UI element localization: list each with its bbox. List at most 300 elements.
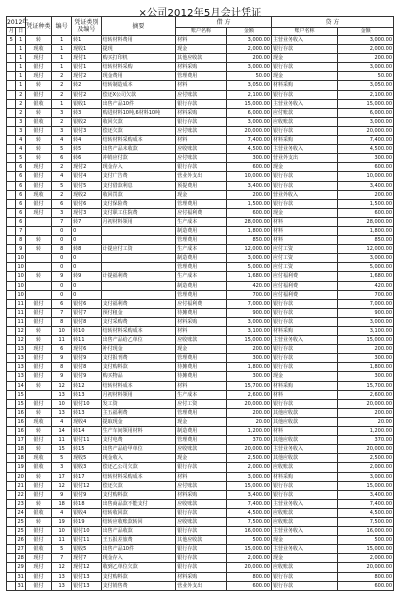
debit-account-cell: 材料采购 bbox=[176, 317, 226, 326]
voucher-category-cell: 银收2 bbox=[72, 117, 101, 126]
table-row bbox=[7, 226, 394, 235]
debit-amount-cell: 3,100.00 bbox=[226, 327, 271, 336]
credit-account-cell: 银行存款 bbox=[271, 399, 337, 408]
voucher-number-cell: 8 bbox=[52, 317, 72, 326]
day-cell: 1 bbox=[16, 54, 25, 63]
debit-amount-cell: 2,600.00 bbox=[226, 390, 271, 399]
summary-cell: 月初材料领用 bbox=[101, 217, 176, 226]
voucher-number-cell: 1 bbox=[52, 63, 72, 72]
debit-account-cell: 预提费用 bbox=[176, 181, 226, 190]
debit-amount-cell: 3,000.00 bbox=[226, 254, 271, 263]
credit-account-cell: 应付福利费 bbox=[271, 281, 337, 290]
debit-amount-cell: 3,400.00 bbox=[226, 181, 271, 190]
debit-amount-cell: 1,500.00 bbox=[226, 199, 271, 208]
credit-account-cell: 银行存款 bbox=[271, 481, 337, 490]
summary-cell: 生产车间领用材料 bbox=[101, 427, 176, 436]
credit-account-cell: 其他应收款 bbox=[271, 454, 337, 463]
voucher-number-cell: 15 bbox=[52, 445, 72, 454]
voucher-number-cell: 5 bbox=[52, 454, 72, 463]
day-cell: 10 bbox=[17, 264, 24, 271]
voucher-number-cell: 0 bbox=[52, 236, 72, 245]
debit-account-cell: 现金 bbox=[176, 45, 226, 54]
voucher-number-cell: 7 bbox=[52, 217, 72, 226]
credit-amount-cell: 6,000.00 bbox=[338, 108, 394, 117]
debit-account-cell: 待摊费用 bbox=[176, 308, 226, 317]
voucher-type-cell bbox=[25, 226, 51, 235]
table-row bbox=[7, 554, 394, 563]
credit-account-cell: 银行存款 bbox=[271, 581, 337, 590]
voucher-category-cell: 银付9 bbox=[72, 372, 101, 381]
voucher-category-cell: 转13 bbox=[72, 408, 101, 417]
table-row bbox=[7, 508, 394, 517]
month-cell: 5 bbox=[7, 36, 16, 45]
credit-account-cell: 银行存款 bbox=[271, 63, 337, 72]
credit-amount-cell: 7,500.00 bbox=[338, 517, 394, 526]
credit-account-cell: 现金 bbox=[271, 372, 337, 381]
credit-account-cell: 材料采购 bbox=[271, 327, 337, 336]
month-cell bbox=[7, 263, 16, 272]
day-cell: 10 bbox=[17, 282, 24, 289]
table-row bbox=[7, 417, 394, 426]
credit-amount-cell: 28,000.00 bbox=[338, 217, 394, 226]
credit-account-cell: 其他应收款 bbox=[271, 436, 337, 445]
debit-account-cell: 制造费用 bbox=[176, 427, 226, 436]
debit-amount-cell: 20,000.00 bbox=[226, 126, 271, 135]
voucher-category-cell: 0 bbox=[72, 254, 101, 263]
debit-amount-cell: 850.00 bbox=[226, 236, 271, 245]
voucher-type-cell: 银付 bbox=[25, 436, 51, 445]
voucher-number-cell: 8 bbox=[52, 363, 72, 372]
summary-cell: 现金费用 bbox=[101, 72, 176, 81]
table-row bbox=[7, 527, 394, 536]
debit-account-cell: 材料 bbox=[176, 327, 226, 336]
voucher-number-cell: 2 bbox=[52, 81, 72, 90]
credit-amount-cell: 1,200.00 bbox=[338, 427, 394, 436]
day-cell: 25 bbox=[17, 528, 24, 535]
debit-account-cell: 其他应收款 bbox=[176, 54, 226, 63]
month-cell bbox=[7, 417, 16, 426]
summary-cell: 主五福利费 bbox=[101, 408, 176, 417]
debit-amount-cell: 3,000.00 bbox=[226, 63, 271, 72]
summary-cell: 支付销售费 bbox=[101, 581, 176, 590]
debit-amount-cell: 15,000.00 bbox=[226, 336, 271, 345]
day-cell: 8 bbox=[16, 236, 25, 245]
voucher-type-cell: 现付 bbox=[25, 72, 51, 81]
credit-amount-cell: 2,000.00 bbox=[338, 463, 394, 472]
debit-amount-cell: 20,000.00 bbox=[226, 563, 271, 572]
debit-amount-cell: 2,100.00 bbox=[226, 90, 271, 99]
voucher-category-cell: 银收5 bbox=[72, 545, 101, 554]
day-cell: 22 bbox=[17, 491, 24, 498]
day-cell: 13 bbox=[17, 364, 24, 371]
debit-account-cell: 现金 bbox=[176, 345, 226, 354]
day-cell: 9 bbox=[16, 245, 25, 254]
credit-amount-cell: 20,000.00 bbox=[338, 563, 394, 572]
voucher-type-cell: 转 bbox=[25, 154, 51, 163]
day-cell: 21 bbox=[17, 482, 24, 489]
table-row bbox=[7, 63, 394, 72]
day-cell: 13 bbox=[17, 355, 24, 362]
month-cell bbox=[7, 236, 16, 245]
day-cell: 19 bbox=[17, 464, 24, 471]
credit-account-cell: 主营业务收入 bbox=[271, 445, 337, 454]
credit-amount-cell: 15,700.00 bbox=[338, 381, 394, 390]
debit-account-cell: 材料 bbox=[176, 36, 226, 45]
summary-cell: 偿还欠款 bbox=[101, 126, 176, 135]
day-cell: 11 bbox=[17, 309, 24, 316]
voucher-type-cell: 银付 bbox=[25, 317, 51, 326]
debit-amount-cell: 420.00 bbox=[226, 281, 271, 290]
month-cell bbox=[7, 190, 16, 199]
month-cell bbox=[7, 245, 16, 254]
voucher-category-cell: 现付1 bbox=[72, 54, 101, 63]
voucher-type-cell: 银收 bbox=[25, 99, 51, 108]
debit-amount-cell: 28,000.00 bbox=[226, 217, 271, 226]
voucher-category-cell: 银付10 bbox=[72, 399, 101, 408]
debit-account-cell: 制造费用 bbox=[176, 226, 226, 235]
voucher-type-cell: 转 bbox=[25, 517, 51, 526]
credit-amount-cell: 15,000.00 bbox=[338, 99, 394, 108]
credit-amount-cell: 3,000.00 bbox=[338, 472, 394, 481]
debit-account-cell: 现金 bbox=[176, 190, 226, 199]
voucher-type-cell: 现付 bbox=[25, 563, 51, 572]
voucher-type-cell: 银收 bbox=[25, 508, 51, 517]
debit-account-cell: 银行存款 bbox=[176, 463, 226, 472]
month-cell bbox=[7, 408, 16, 417]
debit-amount-cell: 20.00 bbox=[226, 417, 271, 426]
day-cell: 25 bbox=[17, 518, 24, 525]
month-cell bbox=[7, 290, 16, 299]
month-cell bbox=[7, 490, 16, 499]
voucher-number-cell: 3 bbox=[52, 208, 72, 217]
voucher-number-cell: 2 bbox=[52, 117, 72, 126]
table-row bbox=[7, 254, 394, 263]
voucher-type-cell: 银付 bbox=[25, 181, 51, 190]
credit-account-cell: 材料 bbox=[271, 217, 337, 226]
credit-amount-cell: 15,000.00 bbox=[338, 481, 394, 490]
header-credit-account: 账户名称 bbox=[271, 28, 337, 36]
debit-amount-cell: 4,500.00 bbox=[226, 145, 271, 154]
month-cell bbox=[7, 581, 16, 590]
credit-account-cell: 主营业务收入 bbox=[271, 36, 337, 45]
credit-account-cell: 材料 bbox=[271, 427, 337, 436]
voucher-type-cell: 银付 bbox=[25, 372, 51, 381]
table-row bbox=[7, 408, 394, 417]
credit-amount-cell: 7,400.00 bbox=[338, 136, 394, 145]
summary-cell: 偿还乙公司欠款 bbox=[101, 463, 176, 472]
table-row bbox=[7, 99, 394, 108]
summary-cell bbox=[101, 263, 176, 272]
credit-amount-cell: 370.00 bbox=[338, 436, 394, 445]
voucher-category-cell: 银收4 bbox=[72, 508, 101, 517]
voucher-type-cell: 银付 bbox=[25, 299, 51, 308]
credit-account-cell: 银行存款 bbox=[271, 317, 337, 326]
day-cell: 4 bbox=[16, 136, 25, 145]
table-row bbox=[7, 181, 394, 190]
month-cell bbox=[7, 499, 16, 508]
voucher-number-cell: 17 bbox=[52, 472, 72, 481]
voucher-type-cell: 转 bbox=[25, 427, 51, 436]
table-row bbox=[7, 81, 394, 90]
table-row bbox=[7, 327, 394, 336]
debit-amount-cell: 20,000.00 bbox=[226, 399, 271, 408]
credit-account-cell: 应收账款 bbox=[271, 463, 337, 472]
voucher-number-cell: 2 bbox=[52, 72, 72, 81]
debit-account-cell: 应付福利费 bbox=[176, 299, 226, 308]
table-row bbox=[7, 436, 394, 445]
header-day: 日 bbox=[16, 28, 25, 36]
debit-amount-cell: 1,200.00 bbox=[226, 427, 271, 436]
debit-amount-cell: 6,000.00 bbox=[226, 108, 271, 117]
credit-amount-cell: 12,000.00 bbox=[338, 245, 394, 254]
header-month: 月 bbox=[7, 28, 16, 36]
month-cell bbox=[7, 317, 16, 326]
voucher-category-cell: 转6 bbox=[72, 154, 101, 163]
voucher-number-cell: 6 bbox=[52, 345, 72, 354]
table-row bbox=[7, 308, 394, 317]
voucher-type-cell: 银付 bbox=[25, 354, 51, 363]
credit-account-cell: 银行存款 bbox=[271, 354, 337, 363]
voucher-type-cell: 银付 bbox=[25, 90, 51, 99]
debit-account-cell: 应收账款 bbox=[176, 499, 226, 508]
voucher-category-cell: 转11 bbox=[72, 336, 101, 345]
voucher-type-cell: 转 bbox=[25, 336, 51, 345]
voucher-category-cell: 转7 bbox=[72, 217, 101, 226]
credit-account-cell: 主营业务收入 bbox=[271, 336, 337, 345]
day-cell: 20 bbox=[17, 473, 24, 480]
day-cell: 6 bbox=[16, 181, 25, 190]
summary-cell: 王五报差旅费 bbox=[101, 536, 176, 545]
voucher-category-cell: 转19 bbox=[72, 517, 101, 526]
voucher-type-cell: 现收 bbox=[25, 417, 51, 426]
voucher-category-cell: 银付4 bbox=[72, 172, 101, 181]
table-row bbox=[7, 445, 394, 454]
debit-account-cell: 应收账款 bbox=[176, 445, 226, 454]
summary-cell: 支付采购费 bbox=[101, 317, 176, 326]
summary-cell: 支付报刊费 bbox=[101, 354, 176, 363]
month-cell bbox=[7, 72, 16, 81]
voucher-category-cell: 银付8 bbox=[72, 363, 101, 372]
credit-account-cell: 应付福利费 bbox=[271, 272, 337, 281]
header-debit-amount: 金额 bbox=[226, 28, 271, 36]
credit-amount-cell: 3,050.00 bbox=[338, 81, 394, 90]
table-row bbox=[7, 272, 394, 281]
voucher-type-cell: 银付 bbox=[25, 581, 51, 590]
debit-account-cell: 管理费用 bbox=[176, 263, 226, 272]
credit-account-cell: 现金 bbox=[271, 54, 337, 63]
day-cell: 10 bbox=[17, 291, 24, 298]
month-cell bbox=[7, 554, 16, 563]
month-cell bbox=[7, 436, 16, 445]
voucher-type-cell: 转 bbox=[25, 272, 51, 281]
summary-cell: 结转材料采购成本 bbox=[101, 472, 176, 481]
credit-amount-cell: 200.00 bbox=[338, 54, 394, 63]
debit-amount-cell: 1,800.00 bbox=[226, 226, 271, 235]
day-cell: 4 bbox=[16, 145, 25, 154]
debit-account-cell: 材料采购 bbox=[176, 572, 226, 581]
month-cell bbox=[7, 345, 16, 354]
voucher-category-cell: 银付5 bbox=[72, 181, 101, 190]
debit-account-cell: 生产成本 bbox=[176, 390, 226, 399]
table-row bbox=[7, 299, 394, 308]
summary-cell: 出售商品款不能支付 bbox=[101, 499, 176, 508]
credit-account-cell: 现金 bbox=[271, 208, 337, 217]
day-cell: 11 bbox=[17, 318, 24, 325]
month-cell bbox=[7, 99, 16, 108]
table-row bbox=[7, 363, 394, 372]
debit-account-cell: 应付账款 bbox=[176, 481, 226, 490]
voucher-type-cell: 转 bbox=[25, 445, 51, 454]
page-title: ×公司2012年5月会计凭证 bbox=[138, 8, 262, 19]
day-cell: 2 bbox=[16, 99, 25, 108]
debit-account-cell: 应收账款 bbox=[176, 336, 226, 345]
debit-account-cell: 应收账款 bbox=[176, 517, 226, 526]
day-cell: 13 bbox=[17, 346, 24, 353]
voucher-category-cell: 银付10 bbox=[72, 527, 101, 536]
voucher-type-cell: 现付 bbox=[25, 345, 51, 354]
voucher-number-cell: 3 bbox=[52, 463, 72, 472]
credit-account-cell: 材料采购 bbox=[271, 381, 337, 390]
table-row bbox=[7, 145, 394, 154]
summary-cell: 计提应付工资 bbox=[101, 245, 176, 254]
day-cell: 10 bbox=[17, 273, 24, 280]
debit-account-cell: 待摊费用 bbox=[176, 363, 226, 372]
voucher-type-cell: 现付 bbox=[25, 54, 51, 63]
month-cell bbox=[7, 126, 16, 135]
table-row bbox=[7, 317, 394, 326]
summary-cell: 提现 bbox=[101, 45, 176, 54]
summary-cell: 发工资 bbox=[101, 399, 176, 408]
credit-account-cell: 银行存款 bbox=[271, 126, 337, 135]
voucher-type-cell: 银付 bbox=[25, 363, 51, 372]
month-cell bbox=[7, 508, 16, 517]
summary-cell: 出售产品未收款 bbox=[101, 145, 176, 154]
ledger-body bbox=[7, 36, 394, 591]
voucher-number-cell: 19 bbox=[52, 517, 72, 526]
credit-amount-cell: 5,000.00 bbox=[338, 263, 394, 272]
summary-cell: 出售产品收款 bbox=[101, 527, 176, 536]
debit-account-cell: 生产成本 bbox=[176, 272, 226, 281]
month-cell bbox=[7, 363, 16, 372]
debit-account-cell: 应付账款 bbox=[176, 126, 226, 135]
summary-cell: 结转制造成本 bbox=[101, 81, 176, 90]
credit-amount-cell: 3,000.00 bbox=[338, 254, 394, 263]
month-cell bbox=[7, 136, 16, 145]
credit-amount-cell: 2,600.00 bbox=[338, 390, 394, 399]
voucher-number-cell: 12 bbox=[52, 381, 72, 390]
voucher-number-cell: 9 bbox=[52, 272, 72, 281]
debit-account-cell: 银行存款 bbox=[176, 99, 226, 108]
month-cell bbox=[7, 154, 16, 163]
voucher-category-cell: 现付6 bbox=[72, 345, 101, 354]
day-cell: 1 bbox=[16, 72, 25, 81]
summary-cell: 支付福利费 bbox=[101, 299, 176, 308]
day-cell: 15 bbox=[17, 400, 24, 407]
summary-cell: 支付购料款 bbox=[101, 363, 176, 372]
debit-amount-cell: 3,050.00 bbox=[226, 81, 271, 90]
summary-cell: 收回欠款 bbox=[101, 117, 176, 126]
header-voucher-category-line2: 及编号 bbox=[77, 26, 96, 33]
debit-amount-cell: 2,000.00 bbox=[226, 463, 271, 472]
voucher-type-cell: 银付 bbox=[25, 527, 51, 536]
day-cell: 6 bbox=[16, 172, 25, 181]
voucher-category-cell: 银付1 bbox=[72, 63, 101, 72]
month-cell bbox=[7, 399, 16, 408]
credit-amount-cell: 200.00 bbox=[338, 345, 394, 354]
debit-account-cell: 管理费用 bbox=[176, 436, 226, 445]
month-cell bbox=[7, 117, 16, 126]
table-row bbox=[7, 563, 394, 572]
debit-amount-cell: 20,000.00 bbox=[226, 445, 271, 454]
debit-account-cell: 应付账款 bbox=[176, 90, 226, 99]
day-cell: 6 bbox=[16, 217, 25, 226]
month-cell bbox=[7, 472, 16, 481]
month-cell bbox=[7, 308, 16, 317]
day-cell: 2 bbox=[16, 90, 25, 99]
credit-amount-cell: 10,000.00 bbox=[338, 172, 394, 181]
voucher-type-cell: 转 bbox=[25, 36, 51, 45]
credit-account-cell: 银行存款 bbox=[271, 299, 337, 308]
debit-account-cell: 现金 bbox=[176, 417, 226, 426]
day-cell: 1 bbox=[16, 36, 25, 45]
voucher-number-cell: 4 bbox=[52, 508, 72, 517]
table-row bbox=[7, 199, 394, 208]
month-cell bbox=[7, 63, 16, 72]
voucher-type-cell: 转 bbox=[25, 499, 51, 508]
debit-amount-cell: 4,500.00 bbox=[226, 508, 271, 517]
day-cell: 13 bbox=[17, 373, 24, 380]
header-voucher-category-line1: 凭证类别 bbox=[74, 19, 99, 26]
table-row bbox=[7, 208, 394, 217]
summary-cell: 支付职工住院费 bbox=[101, 208, 176, 217]
credit-amount-cell: 500.00 bbox=[338, 536, 394, 545]
ledger-table-wrapper bbox=[6, 16, 394, 591]
credit-account-cell: 现金 bbox=[271, 163, 337, 172]
credit-account-cell: 主营业务收入 bbox=[271, 527, 337, 536]
day-cell: 18 bbox=[17, 455, 24, 462]
debit-amount-cell: 2,000.00 bbox=[226, 45, 271, 54]
table-row bbox=[7, 472, 394, 481]
voucher-number-cell: 1 bbox=[52, 45, 72, 54]
voucher-table bbox=[6, 16, 394, 591]
voucher-type-cell: 银付 bbox=[25, 172, 51, 181]
voucher-number-cell: 4 bbox=[52, 417, 72, 426]
table-row bbox=[7, 545, 394, 554]
month-cell bbox=[7, 45, 16, 54]
voucher-category-cell: 现收5 bbox=[72, 454, 101, 463]
voucher-number-cell: 8 bbox=[52, 245, 72, 254]
voucher-type-cell: 银付 bbox=[25, 308, 51, 317]
credit-account-cell: 材料 bbox=[271, 236, 337, 245]
summary-cell: 结转材料费用 bbox=[101, 36, 176, 45]
voucher-type-cell bbox=[25, 254, 51, 263]
debit-amount-cell: 900.00 bbox=[226, 308, 271, 317]
day-cell: 6 bbox=[16, 163, 25, 172]
credit-amount-cell: 1,680.00 bbox=[338, 272, 394, 281]
voucher-category-cell: 银付13 bbox=[72, 581, 101, 590]
credit-account-cell: 材料 bbox=[271, 226, 337, 235]
voucher-category-cell: 转15 bbox=[72, 445, 101, 454]
voucher-type-cell: 银付 bbox=[25, 490, 51, 499]
credit-amount-cell: 200.00 bbox=[338, 190, 394, 199]
debit-account-cell: 管理费用 bbox=[176, 290, 226, 299]
table-row bbox=[7, 454, 394, 463]
debit-account-cell: 应付工资 bbox=[176, 399, 226, 408]
voucher-category-cell: 银收3 bbox=[72, 463, 101, 472]
voucher-number-cell: 12 bbox=[52, 481, 72, 490]
voucher-type-cell: 银付 bbox=[25, 536, 51, 545]
debit-account-cell: 银行存款 bbox=[176, 563, 226, 572]
